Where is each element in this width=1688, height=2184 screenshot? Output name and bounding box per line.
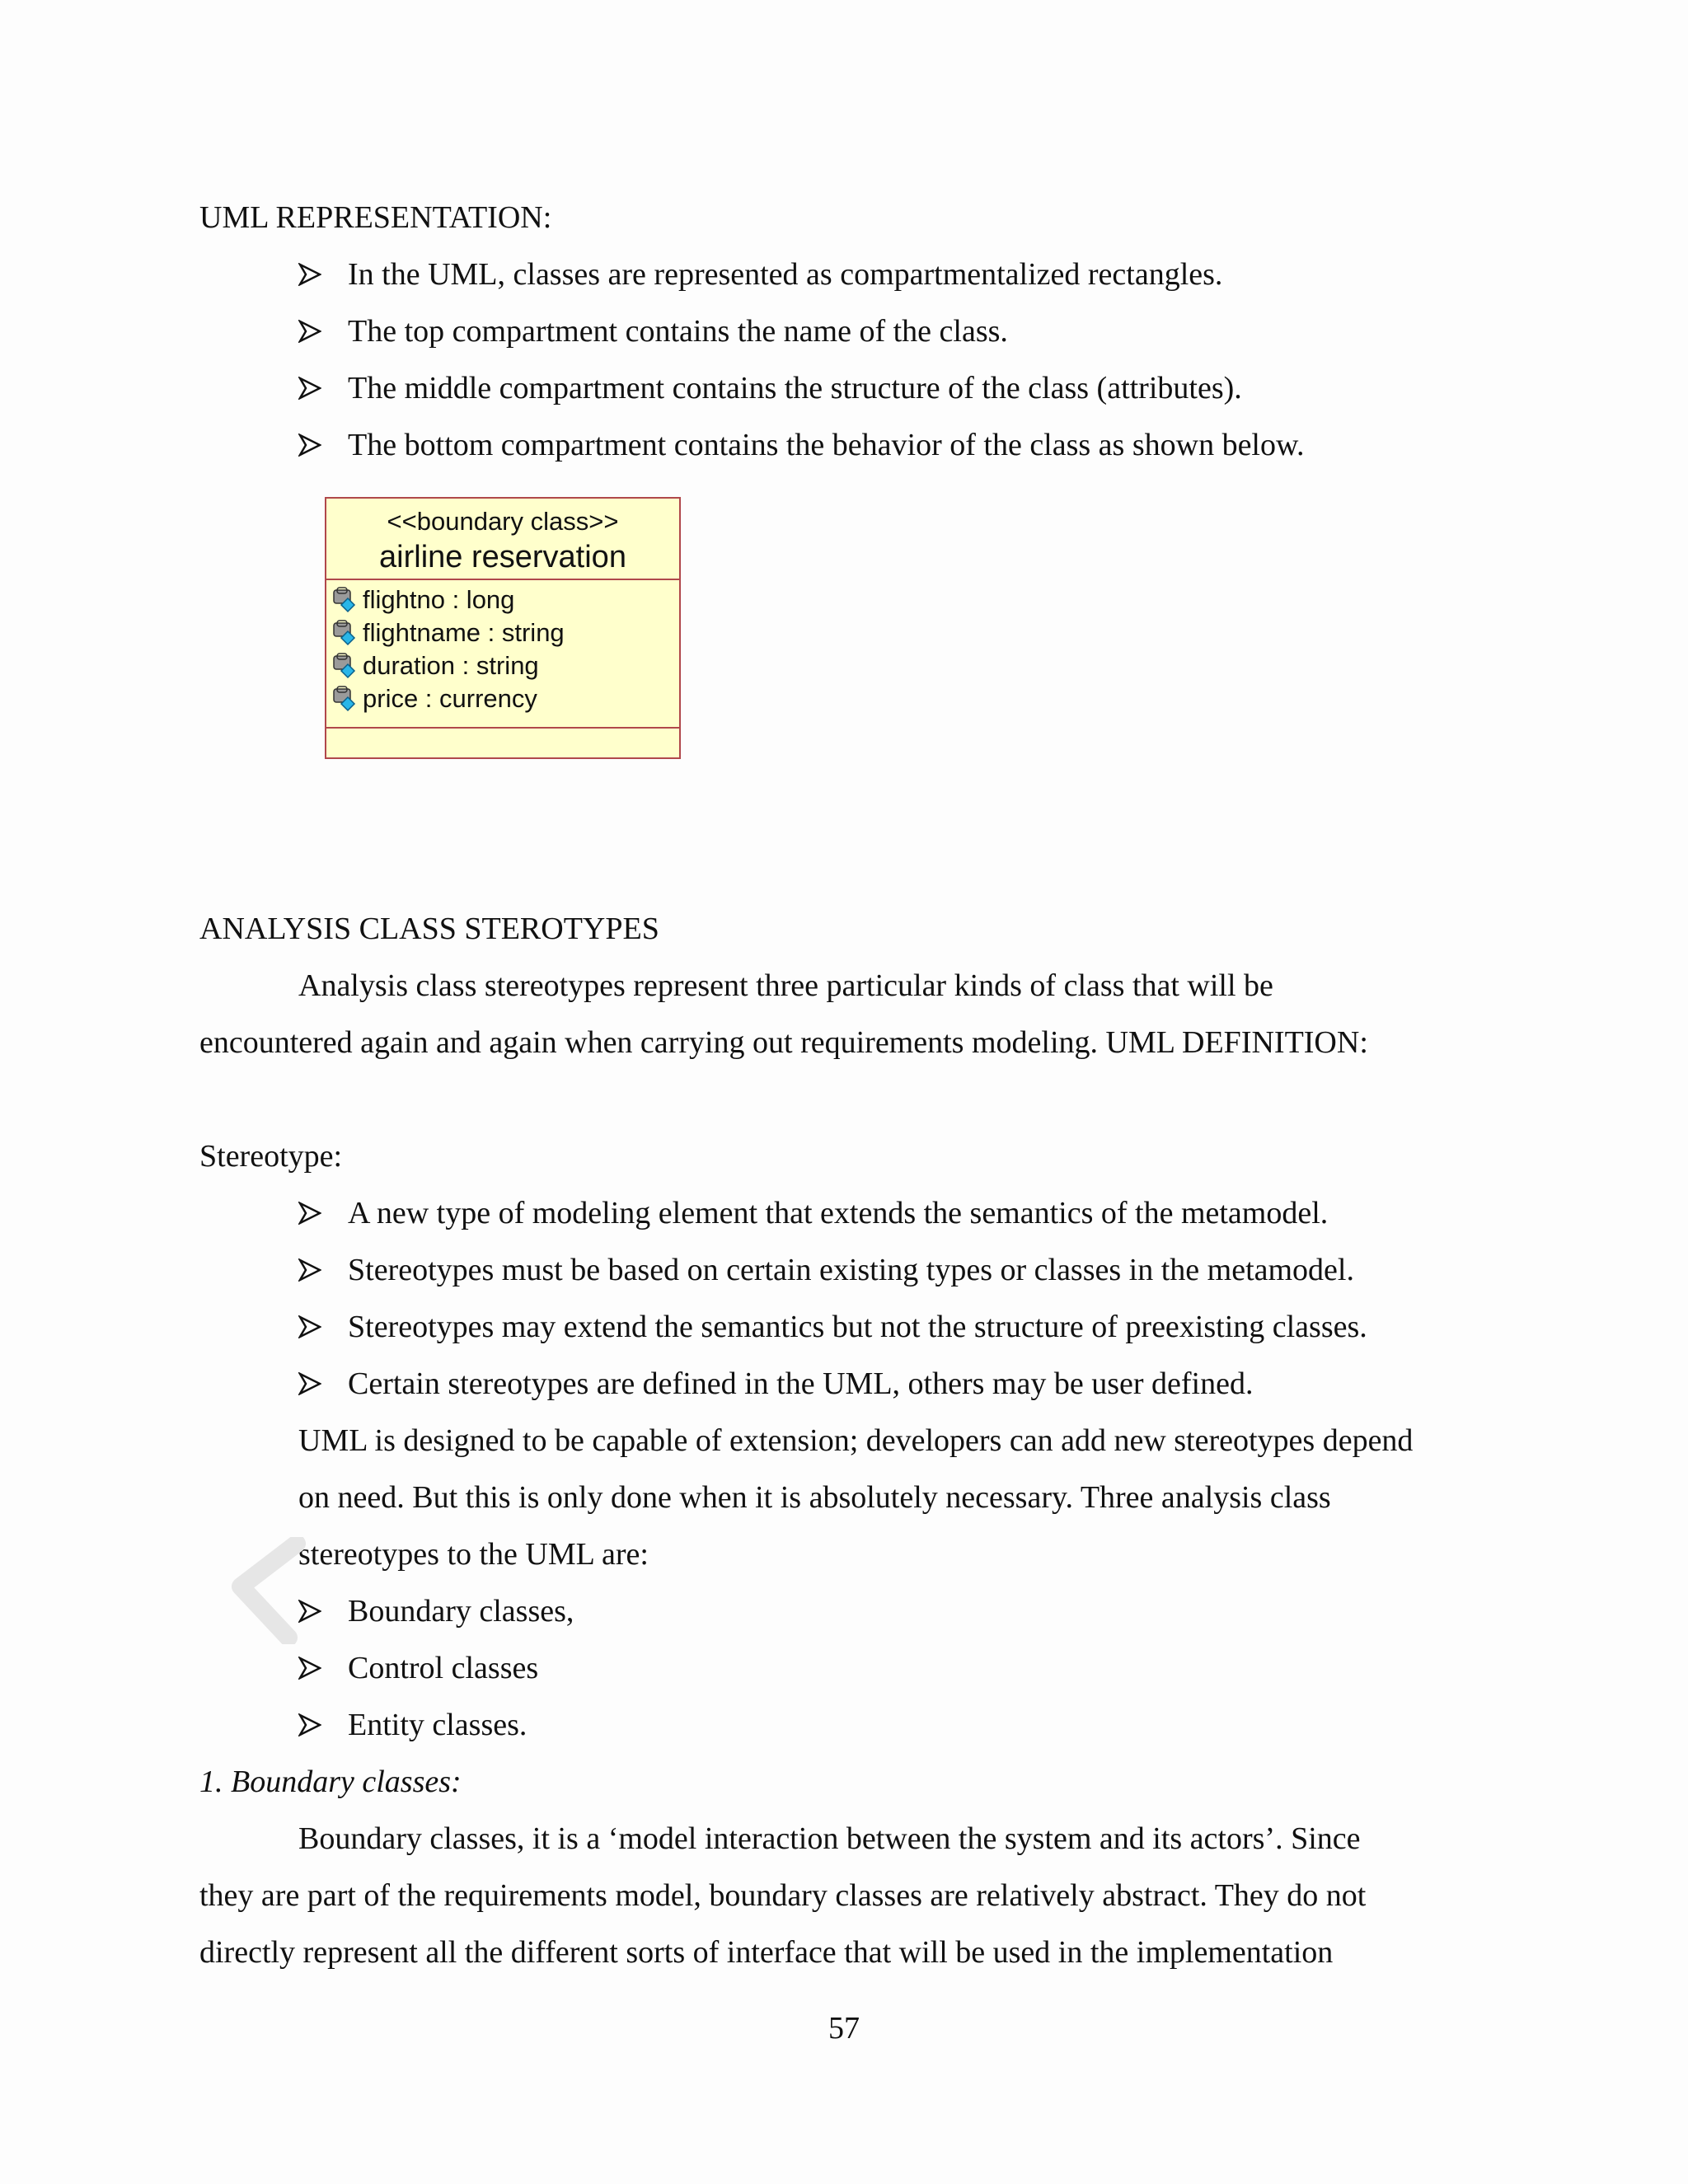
paragraph-line: Analysis class stereotypes represent three particular kinds of class that will be xyxy=(298,968,1273,1003)
section-heading: UML REPRESENTATION: xyxy=(199,200,552,235)
uml-name-compartment xyxy=(326,499,679,580)
arrow-bullet-icon xyxy=(298,1657,321,1680)
bullet-text: Stereotypes may extend the semantics but not the structure of preexisting classes. xyxy=(348,1310,1367,1344)
arrow-bullet-icon xyxy=(298,263,321,286)
uml-class-box xyxy=(325,497,681,759)
arrow-bullet-icon xyxy=(298,377,321,400)
uml-class-name: airline reservation xyxy=(379,540,626,574)
uml-attribute-text: flightname : string xyxy=(363,618,565,647)
bullet-text: A new type of modeling element that extends the semantics of the metamodel. xyxy=(348,1196,1329,1230)
uml-attribute-text: flightno : long xyxy=(363,585,515,614)
section-heading: ANALYSIS CLASS STEROTYPES xyxy=(199,912,659,946)
bullet-text: The middle compartment contains the structure of the class (attributes). xyxy=(348,371,1242,405)
bullet-text: In the UML, classes are represented as compartmentalized rectangles. xyxy=(348,257,1223,292)
private-attribute-icon xyxy=(331,587,361,613)
uml-stereotype: <<boundary class>> xyxy=(387,507,619,536)
private-attribute-icon xyxy=(331,653,361,679)
bullet-text: Boundary classes, xyxy=(348,1594,574,1629)
section-heading: Stereotype: xyxy=(199,1139,343,1174)
arrow-bullet-icon xyxy=(298,434,321,457)
uml-attribute-compartment xyxy=(326,580,679,729)
private-attribute-icon xyxy=(331,686,361,712)
bullet-text: Entity classes. xyxy=(348,1708,528,1742)
bullet-text: Stereotypes must be based on certain existing types or classes in the metamodel. xyxy=(348,1253,1354,1287)
arrow-bullet-icon xyxy=(298,1258,321,1282)
arrow-bullet-icon xyxy=(298,1372,321,1395)
bullet-text: Certain stereotypes are defined in the UML, others may be user defined. xyxy=(348,1366,1254,1401)
paragraph-line: stereotypes to the UML are: xyxy=(298,1537,649,1572)
paragraph-line: Boundary classes, it is a ‘model interaction between the system and its actors’. Since xyxy=(298,1821,1361,1856)
subsection-heading: 1. Boundary classes: xyxy=(199,1765,462,1799)
uml-attribute-text: price : currency xyxy=(363,684,537,713)
paragraph-line: on need. But this is only done when it is absolutely necessary. Three analysis class xyxy=(298,1480,1331,1515)
paragraph-line: directly represent all the different sorts of interface that will be used in the implementation xyxy=(199,1935,1334,1970)
paragraph-line: they are part of the requirements model, boundary classes are relatively abstract. They do not xyxy=(199,1878,1367,1913)
paragraph-line: encountered again and again when carrying out requirements modeling. UML DEFINITION: xyxy=(199,1025,1368,1060)
arrow-bullet-icon xyxy=(298,320,321,343)
bullet-text: The top compartment contains the name of the class. xyxy=(348,314,1008,349)
paragraph-line: UML is designed to be capable of extension; developers can add new stereotypes depend xyxy=(298,1423,1414,1458)
uml-attribute-text: duration : string xyxy=(363,651,539,680)
arrow-bullet-icon xyxy=(298,1315,321,1338)
bullet-text: Control classes xyxy=(348,1651,539,1685)
page-number: 57 xyxy=(828,2011,860,2046)
arrow-bullet-icon xyxy=(298,1713,321,1736)
watermark-chevron-icon xyxy=(224,1537,307,1644)
bullet-text: The bottom compartment contains the behavior of the class as shown below. xyxy=(348,428,1305,462)
private-attribute-icon xyxy=(331,620,361,646)
uml-operation-compartment xyxy=(326,729,679,759)
arrow-bullet-icon xyxy=(298,1202,321,1225)
